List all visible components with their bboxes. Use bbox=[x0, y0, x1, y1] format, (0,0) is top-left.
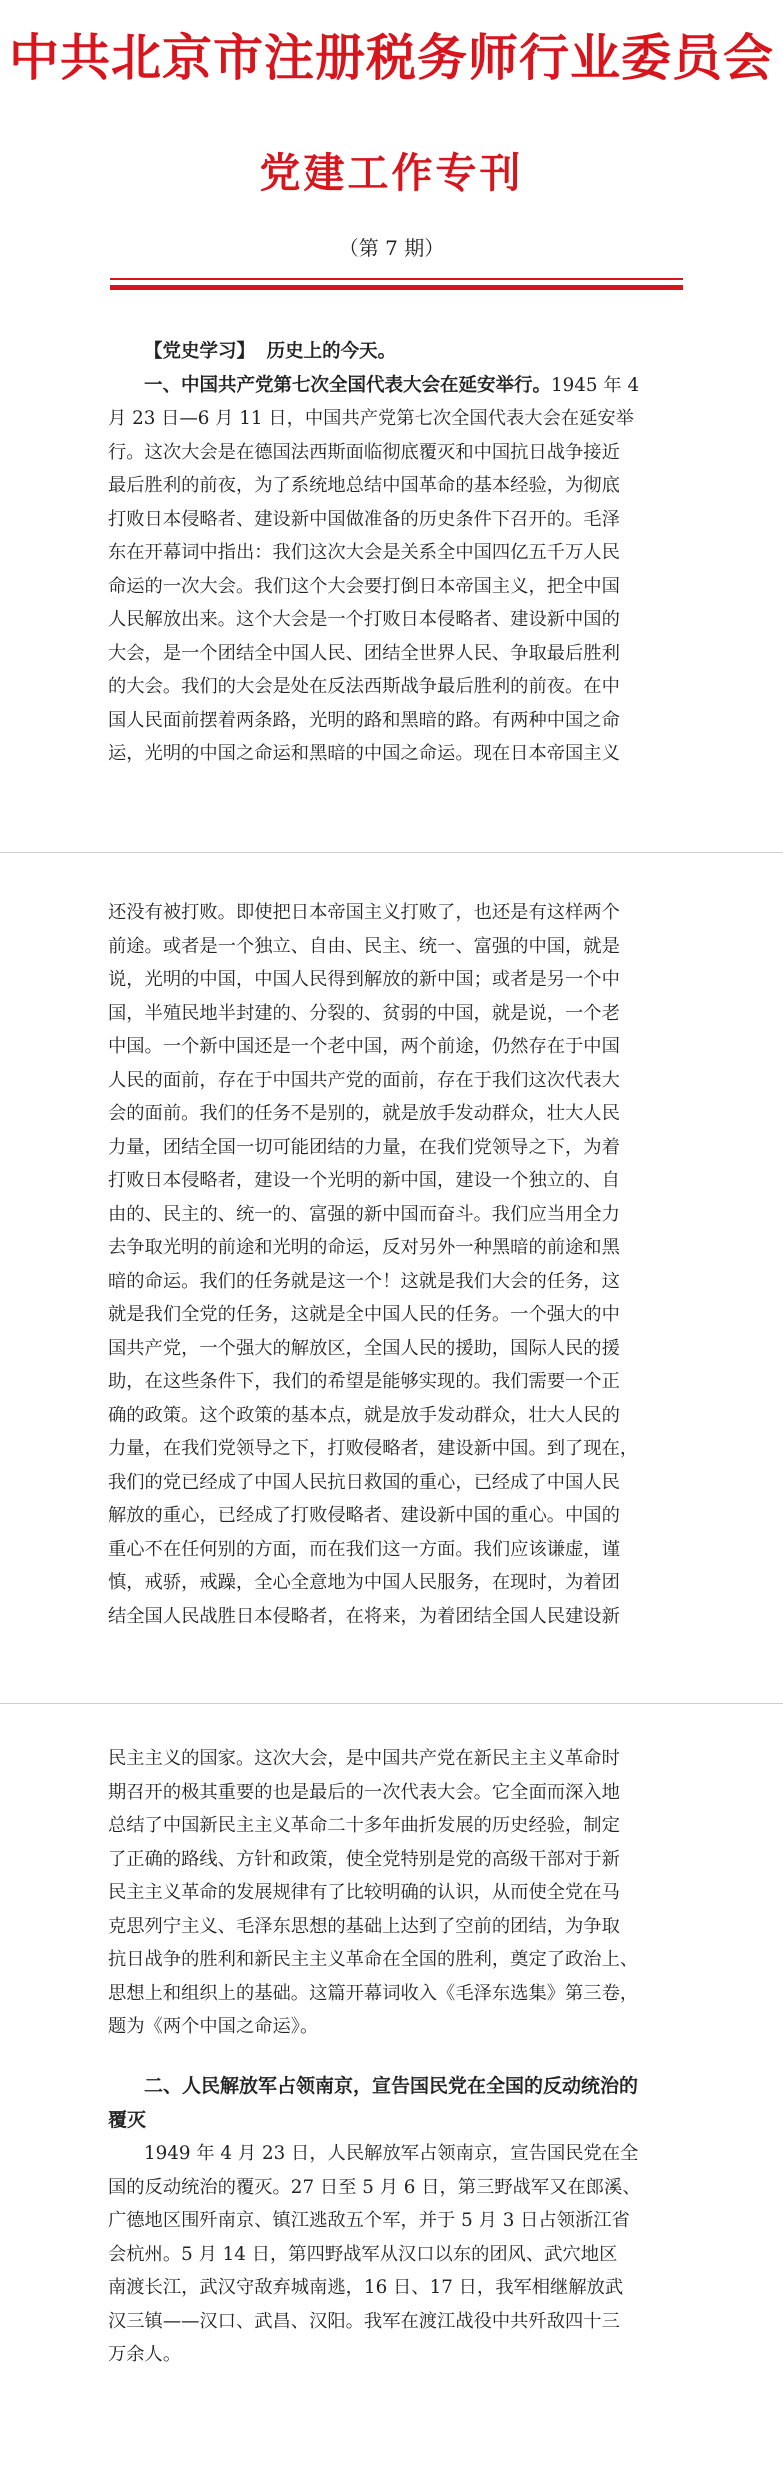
text-line: 重心不在任何别的方面，而在我们这一方面。我们应该谦虚，谨 bbox=[108, 1538, 620, 1560]
text-line: 国的反动统治的覆灭。27 日至 5 月 6 日，第三野战军又在郎溪、 bbox=[108, 2176, 641, 2198]
text-line: 国人民面前摆着两条路，光明的路和黑暗的路。有两种中国之命 bbox=[108, 709, 620, 731]
text-line: 暗的命运。我们的任务就是这一个！这就是我们大会的任务，这 bbox=[108, 1270, 620, 1292]
text-line: 力量，团结全国一切可能团结的力量，在我们党领导之下，为着 bbox=[108, 1136, 620, 1158]
section-tag-spacer bbox=[255, 341, 267, 362]
text-line: 我们的党已经成了中国人民抗日救国的重心，已经成了中国人民 bbox=[108, 1471, 620, 1493]
text-line: 助，在这些条件下，我们的希望是能够实现的。我们需要一个正 bbox=[108, 1371, 620, 1392]
text-line: 就是我们全党的任务，这就是全中国人民的任务。一个强大的中 bbox=[108, 1304, 620, 1325]
text-line: 万余人。 bbox=[108, 2344, 182, 2365]
text-line: 广德地区围歼南京、镇江逃敌五个军，并于 5 月 3 日占领浙江省 bbox=[108, 2210, 630, 2231]
section1-heading-tail: 1945 年 4 bbox=[551, 374, 640, 396]
text-line: 还没有被打败。即使把日本帝国主义打败了，也还是有这样两个 bbox=[108, 902, 620, 923]
text-line: 题为《两个中国之命运》。 bbox=[108, 2016, 319, 2037]
header-divider-thin bbox=[110, 278, 683, 280]
text-line: 期召开的极其重要的也是最后的一次代表大会。它全面而深入地 bbox=[108, 1781, 620, 1803]
text-line: 了正确的路线、方针和政策，使全党特别是党的高级干部对于新 bbox=[108, 1848, 620, 1870]
text-line: 去争取光明的前途和光明的命运，反对另外一种黑暗的前途和黑 bbox=[108, 1237, 620, 1258]
text-line: 最后胜利的前夜，为了系统地总结中国革命的基本经验，为彻底 bbox=[108, 475, 620, 496]
section1-heading: 一、中国共产党第七次全国代表大会在延安举行。 bbox=[144, 374, 552, 396]
text-line: 国，半殖民地半封建的、分裂的、贫弱的中国，就是说，一个老 bbox=[108, 1002, 620, 1024]
text-line: 会杭州。5 月 14 日，第四野战军从汉口以东的团风、武穴地区 bbox=[108, 2243, 618, 2265]
section-tag-line bbox=[108, 335, 688, 369]
section2 bbox=[108, 2070, 688, 2372]
text-line: 确的政策。这个政策的基本点，就是放手发动群众，壮大人民的 bbox=[108, 1404, 620, 1426]
text-line: 由的、民主的、统一的、富强的新中国而奋斗。我们应当用全力 bbox=[108, 1203, 620, 1225]
issue-number: （第 7 期） bbox=[338, 236, 445, 260]
issue-subtitle: 党建工作专刊 bbox=[259, 149, 524, 197]
text-line: 的大会。我们的大会是处在反法西斯战争最后胜利的前夜。在中 bbox=[108, 676, 620, 697]
text-line: 南渡长江，武汉守敌弃城南逃，16 日、17 日，我军相继解放武 bbox=[108, 2277, 624, 2298]
text-line: 运，光明的中国之命运和黑暗的中国之命运。现在日本帝国主义 bbox=[108, 743, 620, 764]
text-line: 汉三镇——汉口、武昌、汉阳。我军在渡江战役中共歼敌四十三 bbox=[108, 2310, 620, 2332]
text-line: 打败日本侵略者，建设一个光明的新中国，建设一个独立的、自 bbox=[108, 1170, 620, 1191]
text-line: 命运的一次大会。我们这个大会要打倒日本帝国主义，把全中国 bbox=[108, 575, 620, 597]
text-line: 民主主义的国家。这次大会，是中国共产党在新民主主义革命时 bbox=[108, 1748, 620, 1769]
text-line: 总结了中国新民主主义革命二十多年曲折发展的历史经验，制定 bbox=[108, 1815, 620, 1836]
page-2-body bbox=[108, 896, 688, 1633]
section1-paragraph-part2 bbox=[108, 896, 688, 1633]
text-line: 克思列宁主义、毛泽东思想的基础上达到了空前的团结，为争取 bbox=[108, 1915, 620, 1937]
page-separator bbox=[0, 1703, 783, 1704]
section1-paragraph-part3 bbox=[108, 1742, 688, 2044]
text-line: 会的面前。我们的任务不是别的，就是放手发动群众，壮大人民 bbox=[108, 1103, 620, 1124]
section-tag: 【党史学习】 bbox=[144, 341, 256, 362]
text-line: 说，光明的中国，中国人民得到解放的新中国；或者是另一个中 bbox=[108, 969, 620, 990]
section2-heading-cont: 覆灭 bbox=[108, 2108, 147, 2131]
text-line: 思想上和组织上的基础。这篇开幕词收入《毛泽东选集》第三卷， bbox=[108, 1982, 639, 2004]
section-tag-text: 历史上的今天。 bbox=[266, 341, 397, 362]
text-line: 力量，在我们党领导之下，打败侵略者，建设新中国。到了现在， bbox=[108, 1438, 639, 1459]
text-line: 1949 年 4 月 23 日，人民解放军占领南京，宣告国民党在全 bbox=[144, 2143, 639, 2164]
text-line: 东在开幕词中指出：我们这次大会是关系全中国四亿五千万人民 bbox=[108, 542, 620, 563]
text-line: 人民解放出来。这个大会是一个打败日本侵略者、建设新中国的 bbox=[108, 609, 620, 630]
text-line: 前途。或者是一个独立、自由、民主、统一、富强的中国，就是 bbox=[108, 935, 620, 957]
section2-heading: 二、人民解放军占领南京，宣告国民党在全国的反动统治的 bbox=[144, 2075, 639, 2097]
text-line: 人民的面前，存在于中国共产党的面前，存在于我们这次代表大 bbox=[108, 1069, 620, 1091]
text-line: 大会，是一个团结全中国人民、团结全世界人民、争取最后胜利 bbox=[108, 642, 620, 664]
section2-paragraph bbox=[108, 2137, 688, 2372]
section1-paragraph-part1 bbox=[108, 402, 688, 771]
text-line: 结全国人民战胜日本侵略者，在将来，为着团结全国人民建设新 bbox=[108, 1605, 620, 1627]
page-1-body bbox=[108, 335, 688, 771]
header-divider-thick bbox=[110, 285, 683, 290]
section1-heading-line bbox=[108, 369, 688, 403]
text-line: 国共产党，一个强大的解放区，全国人民的援助，国际人民的援 bbox=[108, 1337, 620, 1359]
page-3-body bbox=[108, 1742, 688, 2044]
text-line: 抗日战争的胜利和新民主主义革命在全国的胜利，奠定了政治上、 bbox=[108, 1949, 639, 1970]
text-line: 慎，戒骄，戒躁，全心全意地为中国人民服务，在现时，为着团 bbox=[108, 1572, 620, 1593]
text-line: 行。这次大会是在德国法西斯面临彻底覆灭和中国抗日战争接近 bbox=[108, 441, 620, 463]
text-line: 中国。一个新中国还是一个老中国，两个前途，仍然存在于中国 bbox=[108, 1036, 620, 1057]
page-separator bbox=[0, 852, 783, 853]
text-line: 民主主义革命的发展规律有了比较明确的认识，从而使全党在马 bbox=[108, 1882, 620, 1903]
masthead-title: 中共北京市注册税务师行业委员会 bbox=[9, 29, 774, 87]
text-line: 月 23 日—6 月 11 日，中国共产党第七次全国代表大会在延安举 bbox=[108, 408, 634, 429]
text-line: 打败日本侵略者、建设新中国做准备的历史条件下召开的。毛泽 bbox=[108, 508, 620, 530]
text-line: 解放的重心，已经成了打败侵略者、建设新中国的重心。中国的 bbox=[108, 1505, 620, 1526]
